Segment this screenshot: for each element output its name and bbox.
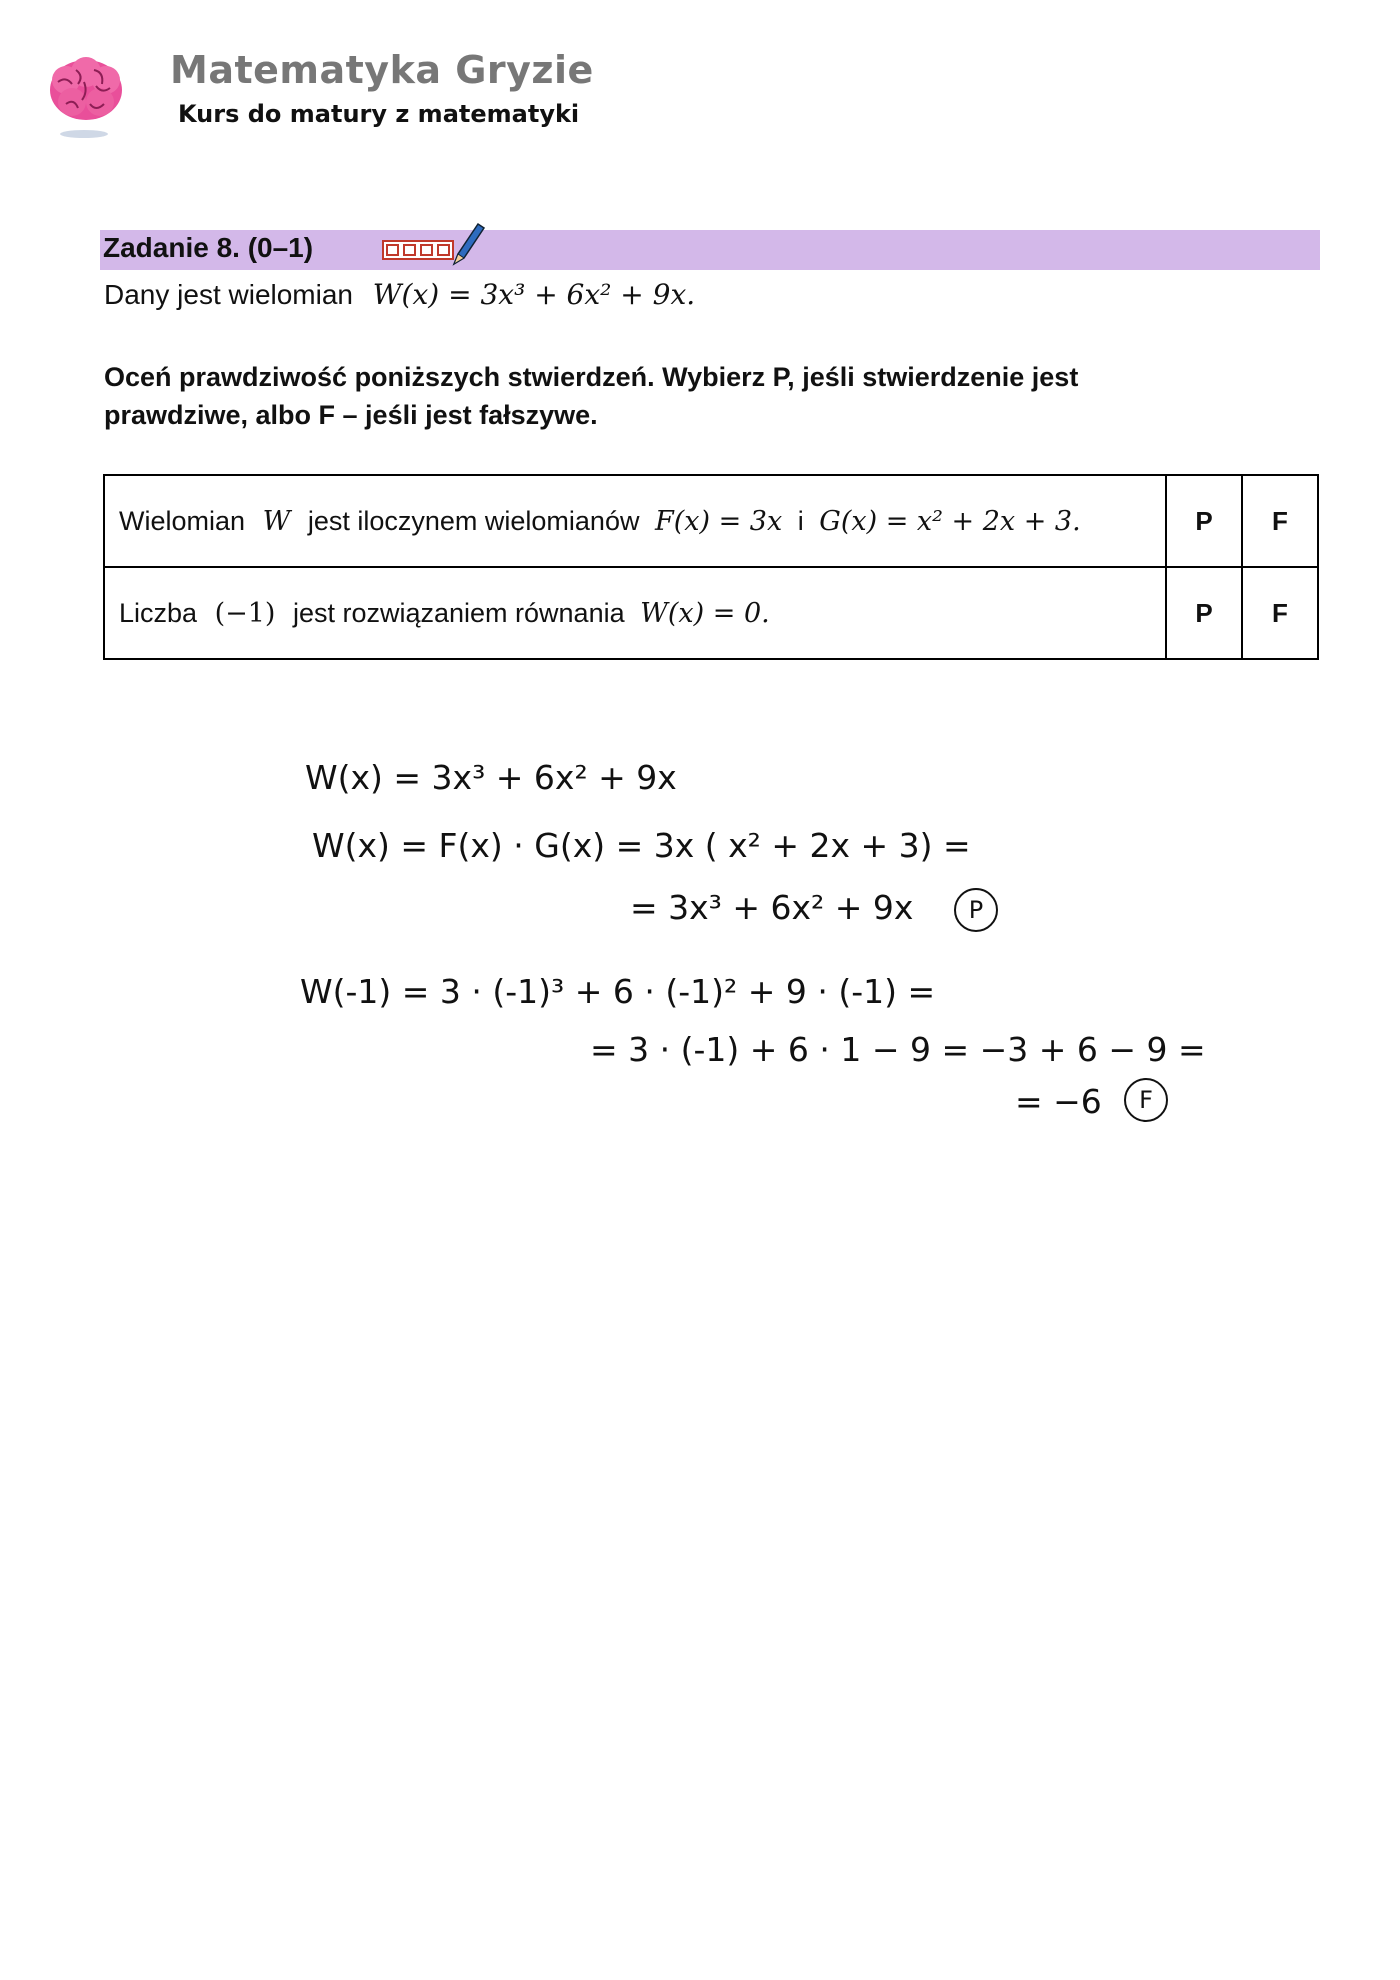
statements-table [103,474,1319,660]
pen-icon [450,220,486,266]
given-polynomial [104,278,695,311]
handwritten-line: = 3 · (-1) + 6 · 1 − 9 = −3 + 6 − 9 = [590,1030,1206,1069]
handwritten-line: = −6 [1015,1082,1102,1121]
handwritten-line: W(-1) = 3 · (-1)³ + 6 · (-1)² + 9 · (-1) = [300,972,936,1011]
table-row [104,567,1318,659]
statement-text-part: jest iloczynem wielomianów [307,505,640,536]
points-boxes-icon [382,240,454,260]
task-instruction: Oceń prawdziwość poniższych stwierdzeń. Wybierz P, jeśli stwierdzenie jest prawdziwe, albo F – jeśli jest fałszywe. [104,362,1079,430]
option-true-button[interactable]: P [1166,567,1242,659]
task-title: Zadanie 8. (0–1) [103,232,314,263]
brand-subtitle: Kurs do matury z matematyki [178,100,580,128]
handwritten-line: = 3x³ + 6x² + 9x [630,888,914,927]
option-true-button[interactable]: P [1166,475,1242,567]
statement-text-part: Liczba [119,597,198,628]
option-false-button[interactable]: F [1242,567,1318,659]
statement-text [104,475,1166,567]
answer-circle-p: P [954,888,998,932]
statement-math: F(x) = 3x [654,505,783,537]
statement-text-part: Wielomian [119,505,246,536]
brain-logo-icon [46,52,126,140]
statement-text-part: jest rozwiązaniem równania [292,597,625,628]
option-false-button[interactable]: F [1242,475,1318,567]
given-prefix: Dany jest wielomian [104,279,353,310]
statement-math: (−1) [214,597,276,629]
statement-math: W(x) = 0. [640,597,770,629]
statement-math: G(x) = x² + 2x + 3. [819,505,1081,537]
statement-text-part: i [797,505,804,536]
statement-text [104,567,1166,659]
handwritten-line: W(x) = 3x³ + 6x² + 9x [305,758,677,797]
answer-circle-f: F [1124,1078,1168,1122]
statement-math: W [262,505,291,537]
given-formula: W(x) = 3x³ + 6x² + 9x. [372,278,696,311]
brand-title: Matematyka Gryzie [170,48,594,92]
table-row [104,475,1318,567]
handwritten-line: W(x) = F(x) · G(x) = 3x ( x² + 2x + 3) = [312,826,971,865]
